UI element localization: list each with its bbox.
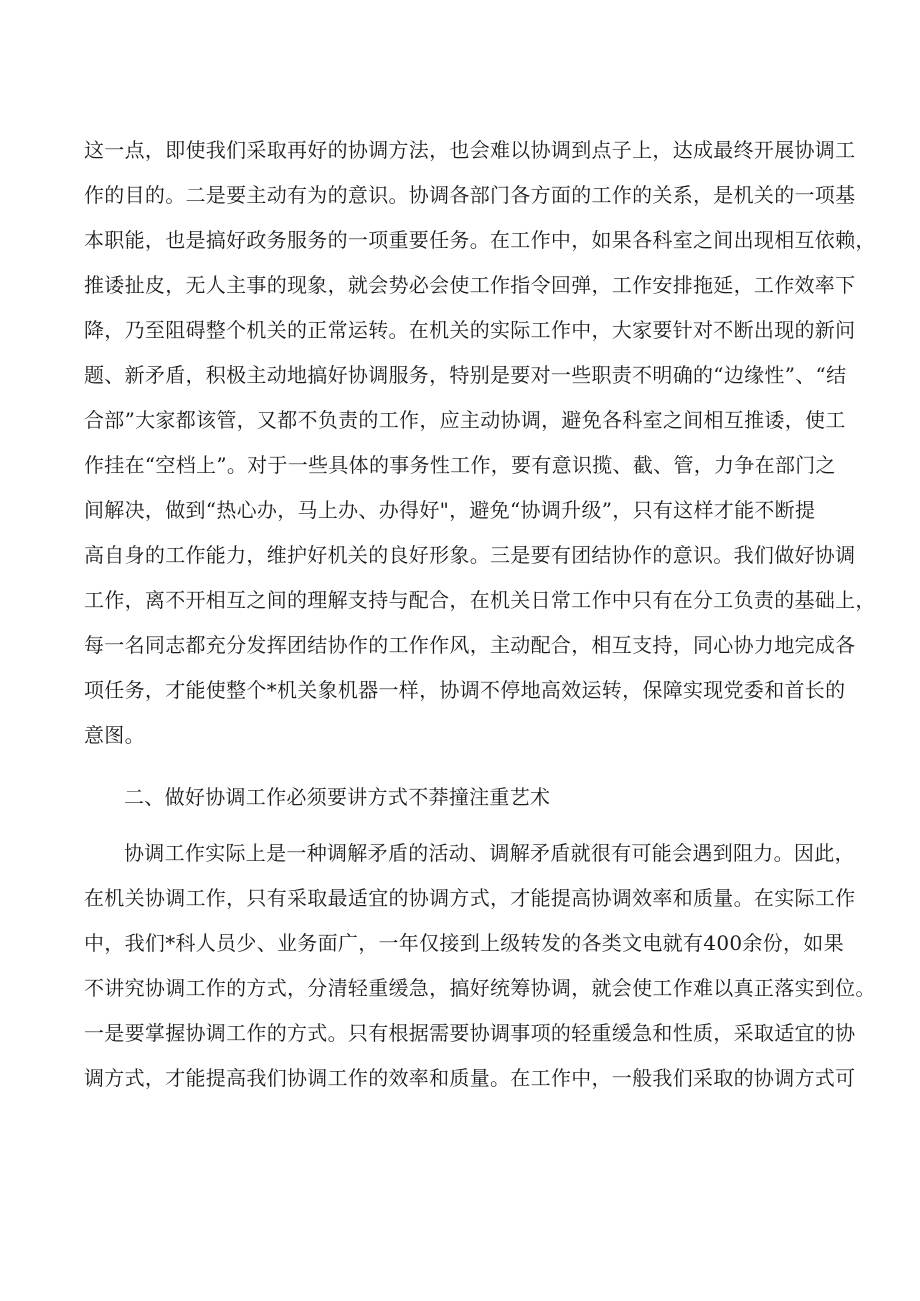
section-heading: 二、做好协调工作必须要讲方式不莽撞注重艺术 xyxy=(124,785,551,809)
text-line: 高自身的工作能力，维护好机关的良好形象。三是要有团结协作的意识。我们做好协调 xyxy=(84,543,856,567)
text-line: 作的目的。二是要主动有为的意识。协调各部门各方面的工作的关系，是机关的一项基 xyxy=(84,183,856,207)
text-line: 降，乃至阻碍整个机关的正常运转。在机关的实际工作中，大家要针对不断出现的新问 xyxy=(84,318,856,342)
text-line: 在机关协调工作，只有采取最适宜的协调方式，才能提高协调效率和质量。在实际工作 xyxy=(84,886,856,910)
text-line: 一是要掌握协调工作的方式。只有根据需要协调事项的轻重缓急和性质，采取适宜的协 xyxy=(84,1021,856,1045)
text-line: 协调工作实际上是一种调解矛盾的活动、调解矛盾就很有可能会遇到阻力。因此， xyxy=(124,841,855,865)
text-line: 这一点，即使我们采取再好的协调方法，也会难以协调到点子上，达成最终开展协调工 xyxy=(84,138,856,162)
text-line: 意图。 xyxy=(84,723,145,747)
text-line: 作挂在“空档上”。对于一些具体的事务性工作，要有意识揽、截、管，力争在部门之 xyxy=(84,453,836,477)
text-line: 不讲究协调工作的方式，分清轻重缓急，搞好统筹协调，就会使工作难以真正落实到位。 xyxy=(84,976,876,1000)
text-line: 每一名同志都充分发挥团结协作的工作作风，主动配合，相互支持，同心协力地完成各 xyxy=(84,633,856,657)
text-line: 题、新矛盾，积极主动地搞好协调服务，特别是要对一些职责不明确的“边缘性”、“结 xyxy=(84,363,847,387)
text-line: 工作，离不开相互之间的理解支持与配合，在机关日常工作中只有在分工负责的基础上， xyxy=(84,588,876,612)
text-line: 合部”大家都该管，又都不负责的工作，应主动协调，避免各科室之间相互推诿，使工 xyxy=(84,408,846,432)
text-line: 推诿扯皮，无人主事的现象，就会势必会使工作指令回弹，工作安排拖延，工作效率下 xyxy=(84,273,856,297)
text-line: 中，我们*科人员少、业务面广，一年仅接到上级转发的各类文电就有400余份，如果 xyxy=(84,931,844,955)
text-line: 本职能，也是搞好政务服务的一项重要任务。在工作中，如果各科室之间出现相互依赖， xyxy=(84,228,876,252)
text-line: 间解决，做到“热心办，马上办、办得好"，避免“协调升级”，只有这样才能不断提 xyxy=(84,498,816,522)
text-line: 调方式，才能提高我们协调工作的效率和质量。在工作中，一般我们采取的协调方式可 xyxy=(84,1066,856,1090)
text-line: 项任务，才能使整个*机关象机器一样，协调不停地高效运转，保障实现党委和首长的 xyxy=(84,678,846,702)
